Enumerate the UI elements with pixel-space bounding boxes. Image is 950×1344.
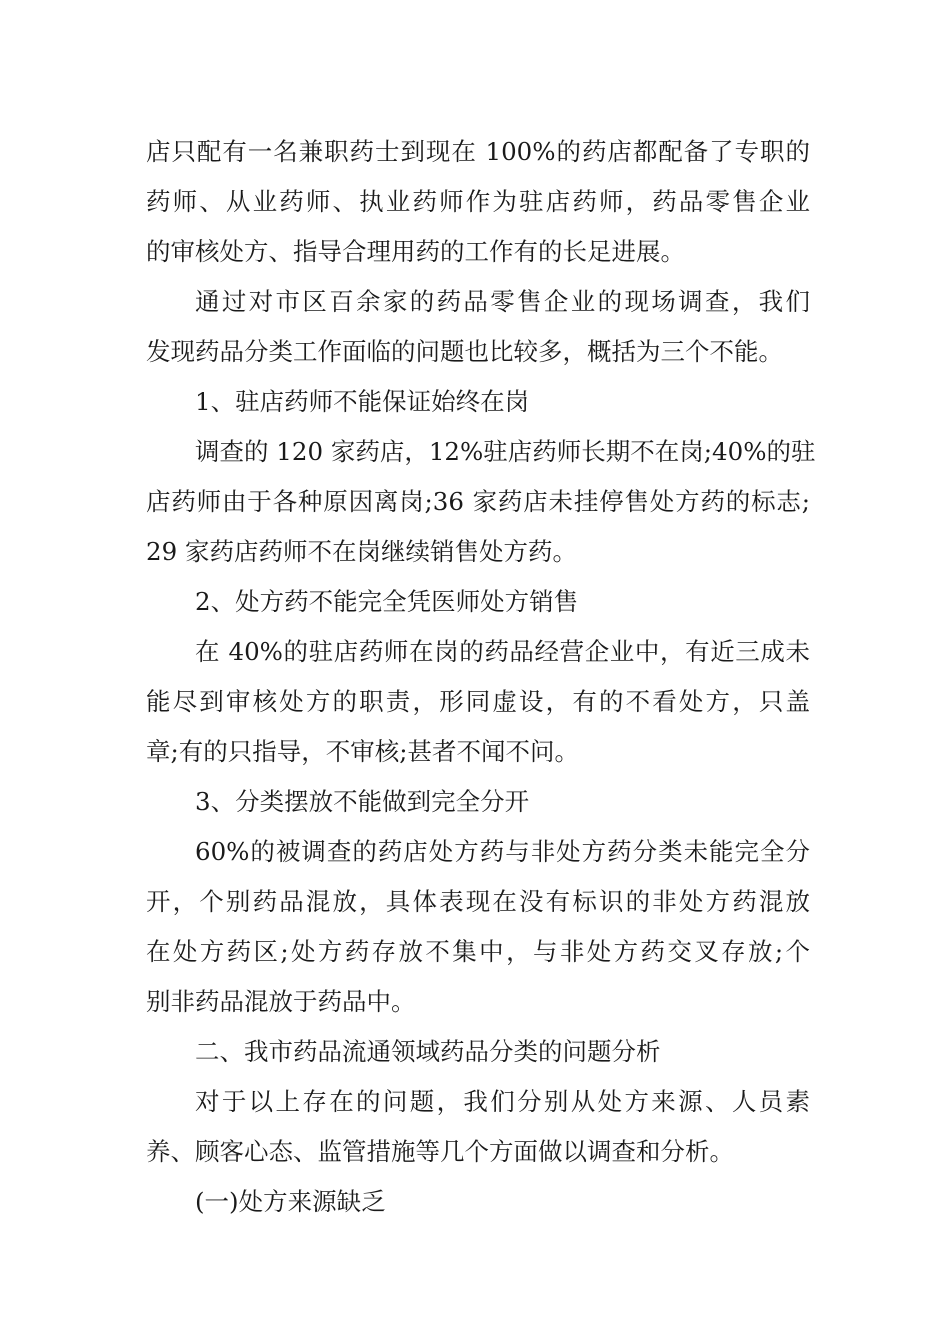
section-heading: (一)处方来源缺乏	[195, 1187, 386, 1216]
text-line: 养、顾客心态、监管措施等几个方面做以调查和分析。	[146, 1137, 734, 1166]
paragraph-first-line: 在 40%的驻店药师在岗的药品经营企业中，有近三成未	[195, 637, 810, 666]
text-line: 章;有的只指导，不审核;甚者不闻不问。	[146, 737, 580, 766]
paragraph-first-line: 通过对市区百余家的药品零售企业的现场调查，我们	[195, 287, 810, 316]
section-heading: 2、处方药不能完全凭医师处方销售	[195, 587, 579, 616]
paragraph-first-line: 对于以上存在的问题，我们分别从处方来源、人员素	[195, 1087, 810, 1116]
text-line: 发现药品分类工作面临的问题也比较多，概括为三个不能。	[146, 337, 783, 366]
text-line: 能尽到审核处方的职责，形同虚设，有的不看处方，只盖	[146, 687, 810, 716]
text-line: 开，个别药品混放，具体表现在没有标识的非处方药混放	[146, 887, 810, 916]
text-line: 29 家药店药师不在岗继续销售处方药。	[146, 537, 577, 566]
text-line: 店只配有一名兼职药士到现在 100%的药店都配备了专职的	[146, 137, 810, 166]
text-line: 药师、从业药师、执业药师作为驻店药师，药品零售企业	[146, 187, 810, 216]
text-line: 别非药品混放于药品中。	[146, 987, 416, 1016]
text-line: 在处方药区;处方药存放不集中，与非处方药交叉存放;个	[146, 937, 810, 966]
paragraph-first-line: 60%的被调查的药店处方药与非处方药分类未能完全分	[195, 837, 810, 866]
text-line: 的审核处方、指导合理用药的工作有的长足进展。	[146, 237, 685, 266]
paragraph-first-line: 调查的 120 家药店，12%驻店药师长期不在岗;40%的驻	[195, 437, 816, 466]
document-body	[146, 127, 816, 1227]
section-heading: 1、驻店药师不能保证始终在岗	[195, 387, 530, 416]
text-line: 店药师由于各种原因离岗;36 家药店未挂停售处方药的标志;	[146, 487, 810, 516]
section-heading: 3、分类摆放不能做到完全分开	[195, 787, 530, 816]
section-heading: 二、我市药品流通领域药品分类的问题分析	[195, 1037, 661, 1066]
